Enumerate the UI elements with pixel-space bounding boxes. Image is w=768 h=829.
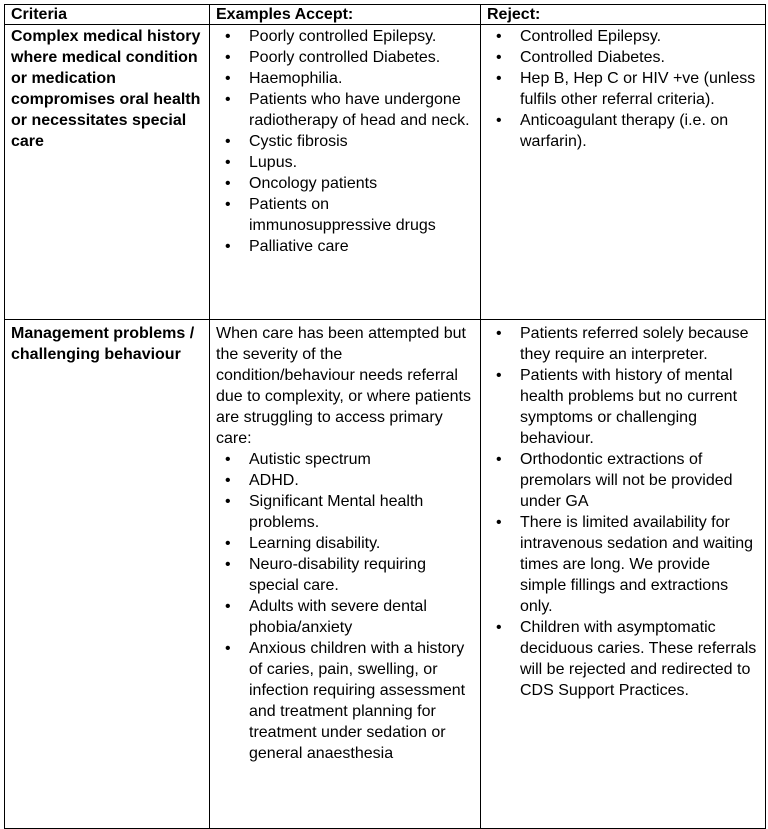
table-row xyxy=(5,320,766,829)
list-item: • Controlled Diabetes. xyxy=(487,47,759,68)
accept-intro: When care has been attempted but the severity of the condition/behaviour needs referral due to complexity, or where patients are struggling to access primary care: xyxy=(216,325,471,447)
accept-header: Examples Accept: xyxy=(210,5,481,25)
list-item: • Lupus. xyxy=(216,152,474,173)
list-item: • Patients who have undergone radiotherapy of head and neck. xyxy=(216,89,474,131)
reject-cell xyxy=(481,25,766,320)
list-item: • Haemophilia. xyxy=(216,68,474,89)
table-row xyxy=(5,25,766,320)
list-item: • Anticoagulant therapy (i.e. on warfarin). xyxy=(487,110,759,152)
criteria-header: Criteria xyxy=(5,5,210,25)
accept-cell xyxy=(210,25,481,320)
reject-list xyxy=(487,323,759,701)
list-item: • Patients referred solely because they require an interpreter. xyxy=(487,323,759,365)
reject-cell xyxy=(481,320,766,829)
reject-header: Reject: xyxy=(481,5,766,25)
list-item: • Autistic spectrum xyxy=(216,449,474,470)
header-row xyxy=(5,5,766,25)
list-item: • Poorly controlled Diabetes. xyxy=(216,47,474,68)
reject-list xyxy=(487,26,759,152)
list-item: • There is limited availability for intravenous sedation and waiting times are long. We provide simple fillings and extractions only. xyxy=(487,512,759,617)
list-item: • Patients on immunosuppressive drugs xyxy=(216,194,474,236)
list-item: • Oncology patients xyxy=(216,173,474,194)
list-item: • Neuro-disability requiring special care. xyxy=(216,554,474,596)
list-item: • Significant Mental health problems. xyxy=(216,491,474,533)
criteria-cell: Complex medical history where medical condition or medication compromises oral health or necessitates special care xyxy=(5,25,210,320)
referral-criteria-table xyxy=(4,4,766,829)
list-item: • Adults with severe dental phobia/anxiety xyxy=(216,596,474,638)
list-item: • Children with asymptomatic deciduous caries. These referrals will be rejected and redirected to CDS Support Practices. xyxy=(487,617,759,701)
list-item: • Palliative care xyxy=(216,236,474,257)
list-item: • ADHD. xyxy=(216,470,474,491)
criteria-cell: Management problems / challenging behaviour xyxy=(5,320,210,829)
list-item: • Orthodontic extractions of premolars will not be provided under GA xyxy=(487,449,759,512)
list-item: • Controlled Epilepsy. xyxy=(487,26,759,47)
accept-list xyxy=(216,449,474,764)
list-item: • Anxious children with a history of caries, pain, swelling, or infection requiring assessment and treatment planning for treatment under sedation or general anaesthesia xyxy=(216,638,474,764)
list-item: • Poorly controlled Epilepsy. xyxy=(216,26,474,47)
list-item: • Hep B, Hep C or HIV +ve (unless fulfils other referral criteria). xyxy=(487,68,759,110)
accept-cell xyxy=(210,320,481,829)
list-item: • Patients with history of mental health problems but no current symptoms or challenging behaviour. xyxy=(487,365,759,449)
list-item: • Cystic fibrosis xyxy=(216,131,474,152)
accept-list xyxy=(216,26,474,257)
list-item: • Learning disability. xyxy=(216,533,474,554)
